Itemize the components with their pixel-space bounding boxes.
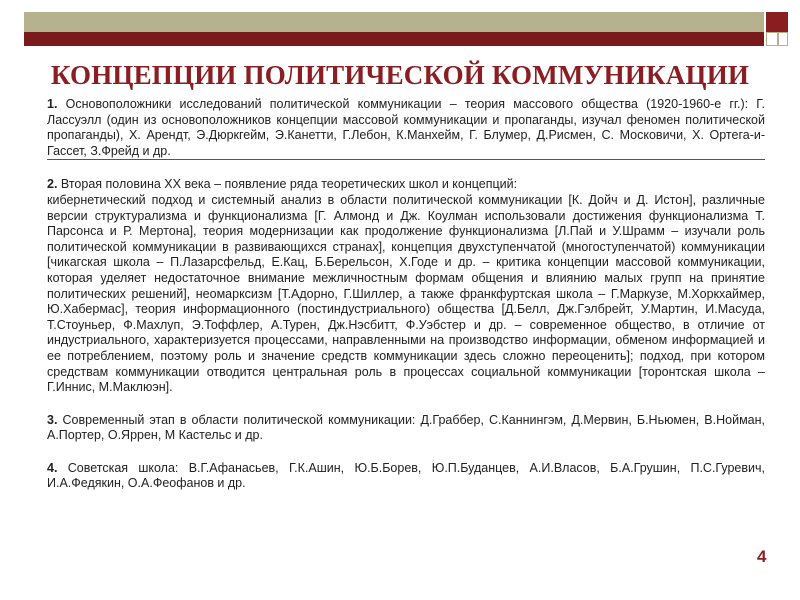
section-text: Основоположники исследований политической коммуникации – теория массового общества (1920-1960-е гг.): Г. Лассуэлл (один из основоположников концепции массовой коммуникации и пропаганды, изучал феномен политической пропаганды), Х. Арендт, Э.Дюркгейм, Э.Канетти, Г.Лебон, К.Манхейм, Г. Блумер, Д.Рисмен, С. Московичи, Х. Ортега-и-Гассет, З.Фрейд и др. — [47, 97, 765, 158]
corner-square-decoration — [766, 12, 788, 34]
section-text: Вторая половина ХХ века – появление ряда теоретических школ и концепций: — [60, 177, 518, 192]
section-number: 4. — [47, 460, 58, 475]
section-1 — [47, 97, 765, 160]
corner-square-decoration — [778, 32, 788, 46]
section-number: 2. — [47, 177, 58, 192]
header-bar-top — [24, 12, 764, 32]
section-text: Современный этап в области политической коммуникации: Д.Граббер, С.Каннингэм, Д.Мервин, Б.Ньюмен, В.Нойман, А.Портер, О.Яррен, М Кастельс и др. — [47, 412, 765, 443]
section-number: 1. — [47, 97, 58, 111]
section-2 — [47, 177, 765, 193]
section-number: 3. — [47, 412, 58, 427]
slide-title: КОНЦЕПЦИИ ПОЛИТИЧЕСКОЙ КОММУНИКАЦИИ — [50, 60, 750, 90]
section-text: Советская школа: В.Г.Афанасьев, Г.К.Ашин, Ю.Б.Борев, Ю.П.Буданцев, А.И.Власов, Б.А.Грушин, П.С.Гуревич, И.А.Федякин, О.А.Феофанов и др. — [47, 460, 765, 491]
header-bar-bottom — [24, 32, 764, 46]
section-4 — [47, 461, 765, 492]
section-2-detail: кибернетический подход и системный анализ в области политической коммуникации [К. Дойч и Д. Истон], различные версии структурализма и функционализма [Г. Алмонд и Дж. Коулман использовали достижения функционализма Т. Парсонса и Р. Мертона], теория модернизации как продолжение функционализма [Л.Пай и У.Шрамм – изучали роль политической коммуникации в развивающихся странах], концепция двухступенчатой (многоступенчатой) коммуникации [чикагская школа – П.Лазарсфельд, Е.Кац, Б.Берельсон, Х.Годе и др. – критика концепции массовой коммуникации, которая уделяет недостаточное внимание межличностным формам общения и влиянию малых групп на принятие политических решений], неомарксизм [Т.Адорно, Г.Шиллер, а также франкфуртская школа – Г.Маркузе, М.Хоркхаймер, Ю.Хабермас], теория информационного (постиндустриального) общества [Д.Белл, Дж.Гэлбрейт, У.Мартин, И.Масуда, Т.Стоуньер, Ф.Махлуп, Э.Тоффлер, А.Турен, Дж.Нэсбитт, Ф.Уэбстер и др. – современное общество, в отличие от индустриального, характеризуется процессами, направленными на производство информации, обменом информацией и ее потреблением, поэтому роль и значение средств коммуникации здесь сложно переоценить]; подход, при котором средствам коммуникации отводится центральная роль в процессах социальной коммуникации [торонтская школа – Г.Иннис, М.Маклюэн]. — [47, 192, 765, 395]
corner-square-decoration — [766, 32, 778, 46]
section-3 — [47, 413, 765, 444]
page-number: 4 — [757, 547, 767, 566]
slide-body — [47, 97, 765, 492]
